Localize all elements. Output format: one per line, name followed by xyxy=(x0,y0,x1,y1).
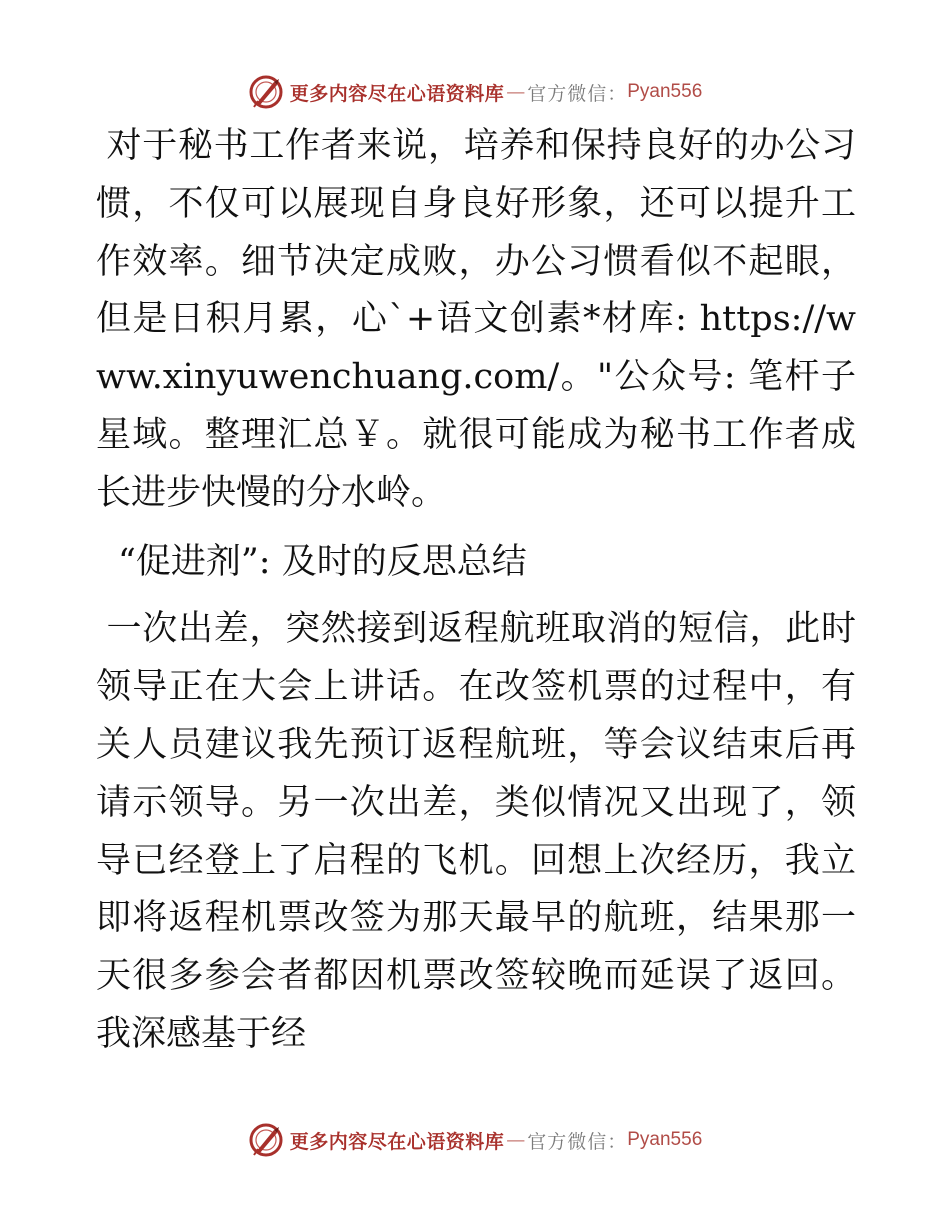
banner-wechat-id: Pyan556 xyxy=(627,1129,703,1150)
banner-wechat-label: 官方微信： xyxy=(527,82,628,105)
paragraph-1: 对于秘书工作者来说，培养和保持良好的办公习惯，不仅可以展现自身良好形象，还可以提升工作效率。细节决定成败，办公习惯看似不起眼，但是日积月累，心`+语文创素*材库: https://www.xinyuwenchuang.com/。"公众号: 笔杆子星域。整理汇总￥。就很可能成为秘书工作者成长进步快慢的分水岭。 xyxy=(96,126,856,513)
banner-wechat-id: Pyan556 xyxy=(627,81,703,102)
header-banner xyxy=(0,70,950,114)
banner-dash: — xyxy=(506,1129,526,1151)
banner-wechat-label: 官方微信： xyxy=(527,1130,628,1153)
section-heading: “促进剂”: 及时的反思总结 xyxy=(118,541,527,582)
banner-text: 更多内容尽在心语资料库 xyxy=(289,82,505,105)
paragraph-2: 一次出差，突然接到返程航班取消的短信，此时领导正在大会上讲话。在改签机票的过程中，有关人员建议我先预订返程航班，等会议结束后再请示领导。另一次出差，类似情况又出现了，领导已经登上了启程的飞机。回想上次经历，我立即将返程机票改签为那天最早的航班，结果那一天很多参会者都因机票改签较晚而延误了返回。我深感基于经 xyxy=(96,609,856,1054)
document-body xyxy=(96,118,856,1064)
banner-dash: — xyxy=(506,81,526,103)
footer-banner xyxy=(0,1118,950,1162)
banner-text: 更多内容尽在心语资料库 xyxy=(289,1130,505,1153)
quill-pen-logo-icon xyxy=(248,74,284,110)
quill-pen-logo-icon xyxy=(248,1122,284,1158)
